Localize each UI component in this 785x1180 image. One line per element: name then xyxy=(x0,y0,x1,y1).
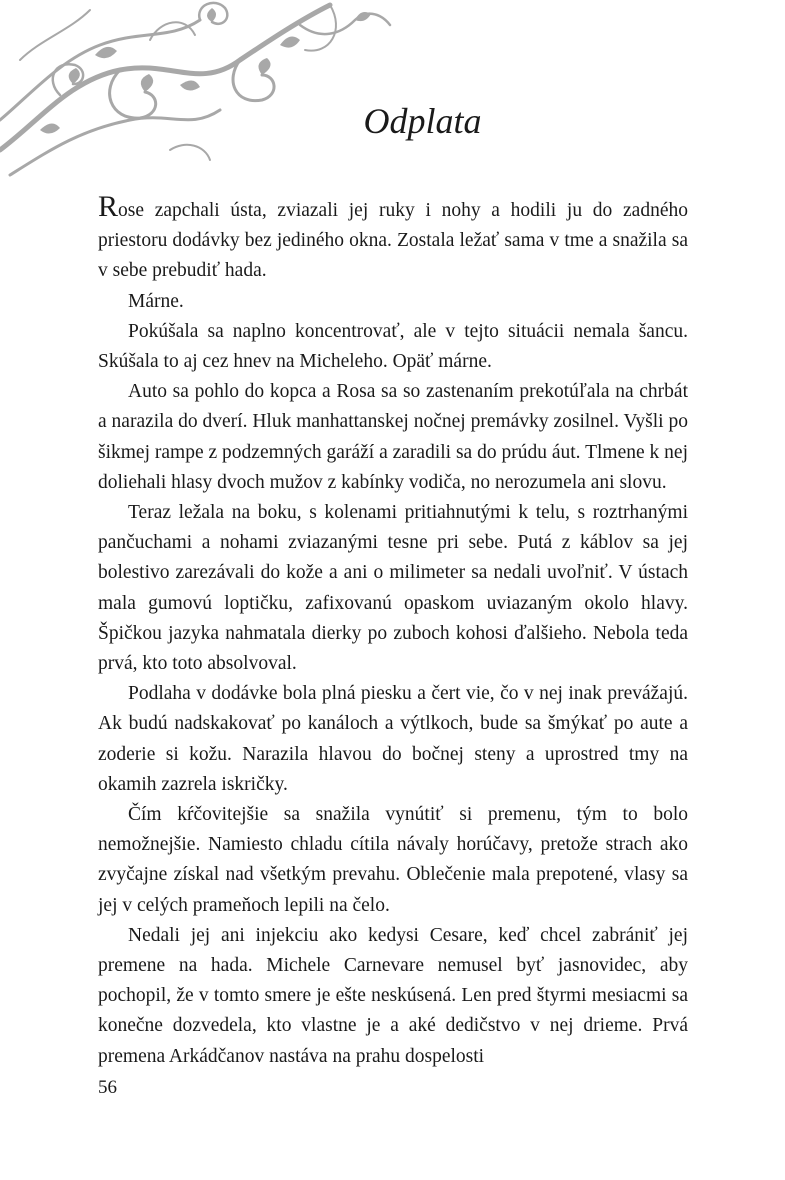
paragraph: Teraz ležala na boku, s kolenami pritiahnutými k telu, s roztrhanými pančuchami a nohami zviazanými tesne pri sebe. Putá z káblov sa jej bolestivo zarezávali do kože a ani o milimeter sa nedali uvoľniť. V ústach mala gumovú loptičku, zafixovanú opaskom uviazaným okolo hlavy. Špičkou jazyka nahmatala dierky po zuboch kohosi ďalšieho. Nebola teda prvá, kto toto absolvoval. xyxy=(98,502,688,675)
chapter-title: Odplata xyxy=(363,101,482,141)
paragraph: Auto sa pohlo do kopca a Rosa sa so zastenaním prekotúľala na chrbát a narazila do dverí. Hluk manhattanskej nočnej premávky zosilnel. Vyšli po šikmej rampe z podzemných garáží a zaradili sa do prúdu áut. Tlmene k nej doliehali hlasy dvoch mužov z kabínky vodiča, no nerozumela ani slovu. xyxy=(98,381,688,493)
paragraph: Márne. xyxy=(128,290,184,312)
drop-cap: R xyxy=(98,190,119,223)
paragraph-first xyxy=(98,190,688,287)
paragraph: Nedali jej ani injekciu ako kedysi Cesare, keď chcel zabrániť jej premene na hada. Michele Carnevare nemusel byť jasnovidec, aby pochopil, že v tomto smere je ešte neskúsená. Len pred štyrmi mesiacmi sa konečne dozvedela, kto vlastne je a aké dedičstvo v nej drieme. Prvá premena Arkádčanov nastáva na prahu dospelosti xyxy=(98,924,688,1067)
page-number: 56 xyxy=(98,1077,117,1098)
paragraph: Čím kŕčovitejšie sa snažila vynútiť si premenu, tým to bolo nemožnejšie. Namiesto chladu cítila návaly horúčavy, pretože strach ako zvyčajne získal nad všetkým prevahu. Oblečenie mala prepotené, vlasy sa jej v celých prameňoch lepili na čelo. xyxy=(98,804,688,916)
paragraph: Pokúšala sa naplno koncentrovať, ale v tejto situácii nemala šancu. Skúšala to aj cez hnev na Micheleho. Opäť márne. xyxy=(98,320,688,373)
chapter-body xyxy=(98,190,688,1072)
paragraph: Podlaha v dodávke bola plná piesku a čert vie, čo v nej inak prevážajú. Ak budú nadskakovať po kanáloch a výtlkoch, bude sa šmýkať po aute a zoderie si kožu. Narazila hlavou do bočnej steny a uprostred tmy na okamih zazrela iskričky. xyxy=(98,683,688,795)
paragraph-text: ose zapchali ústa, zviazali jej ruky i nohy a hodili ju do zadného priestoru dodávky bez jediného okna. Zostala ležať sama v tme a snažila sa v sebe prebudiť hada. xyxy=(98,200,688,282)
